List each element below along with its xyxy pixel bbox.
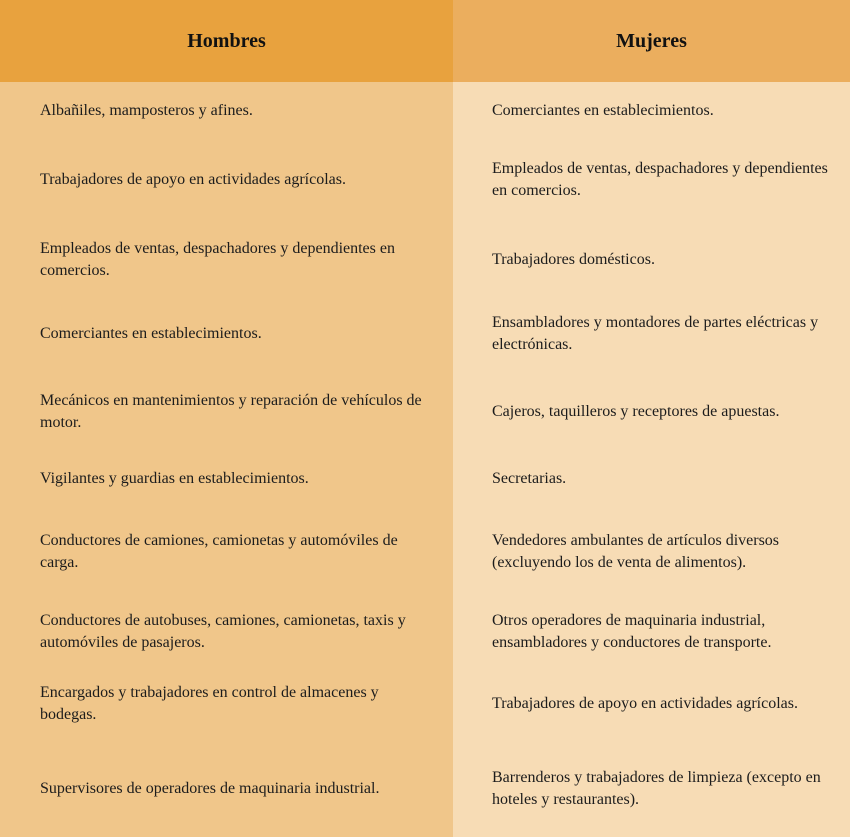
cell-hombres: Supervisores de operadores de maquinaria industrial.: [40, 780, 380, 797]
cell-mujeres: Trabajadores de apoyo en actividades agrícolas.: [492, 695, 798, 712]
cell-hombres: Conductores de autobuses, camiones, camionetas, taxis y automóviles de pasajeros.: [40, 612, 406, 651]
header-hombres: Hombres: [0, 0, 453, 82]
cell-hombres: Albañiles, mamposteros y afines.: [40, 102, 253, 119]
cell-mujeres: Ensambladores y montadores de partes eléctricas y electrónicas.: [492, 314, 819, 353]
cell-hombres: Mecánicos en mantenimientos y reparación de vehículos de motor.: [40, 392, 422, 431]
cell-mujeres: Vendedores ambulantes de artículos diversos (excluyendo los de venta de alimentos).: [492, 532, 780, 571]
cell-mujeres: Secretarias.: [492, 470, 567, 487]
header-mujeres: Mujeres: [453, 0, 850, 82]
cell-mujeres: Comerciantes en establecimientos.: [492, 102, 714, 119]
cell-hombres: Encargados y trabajadores en control de almacenes y bodegas.: [40, 684, 379, 723]
cell-hombres: Conductores de camiones, camionetas y automóviles de carga.: [40, 532, 398, 571]
cell-hombres: Empleados de ventas, despachadores y dependientes en comercios.: [40, 240, 395, 279]
cell-hombres: Trabajadores de apoyo en actividades agrícolas.: [40, 171, 346, 188]
cell-mujeres: Barrenderos y trabajadores de limpieza (excepto en hoteles y restaurantes).: [492, 769, 821, 808]
cell-mujeres: Cajeros, taquilleros y receptores de apuestas.: [492, 403, 780, 420]
cell-mujeres: Empleados de ventas, despachadores y dependientes en comercios.: [492, 160, 828, 199]
cell-hombres: Vigilantes y guardias en establecimientos.: [40, 470, 309, 487]
cell-mujeres: Otros operadores de maquinaria industrial, ensambladores y conductores de transporte.: [492, 612, 772, 651]
cell-mujeres: Trabajadores domésticos.: [492, 251, 655, 268]
cell-hombres: Comerciantes en establecimientos.: [40, 325, 262, 342]
